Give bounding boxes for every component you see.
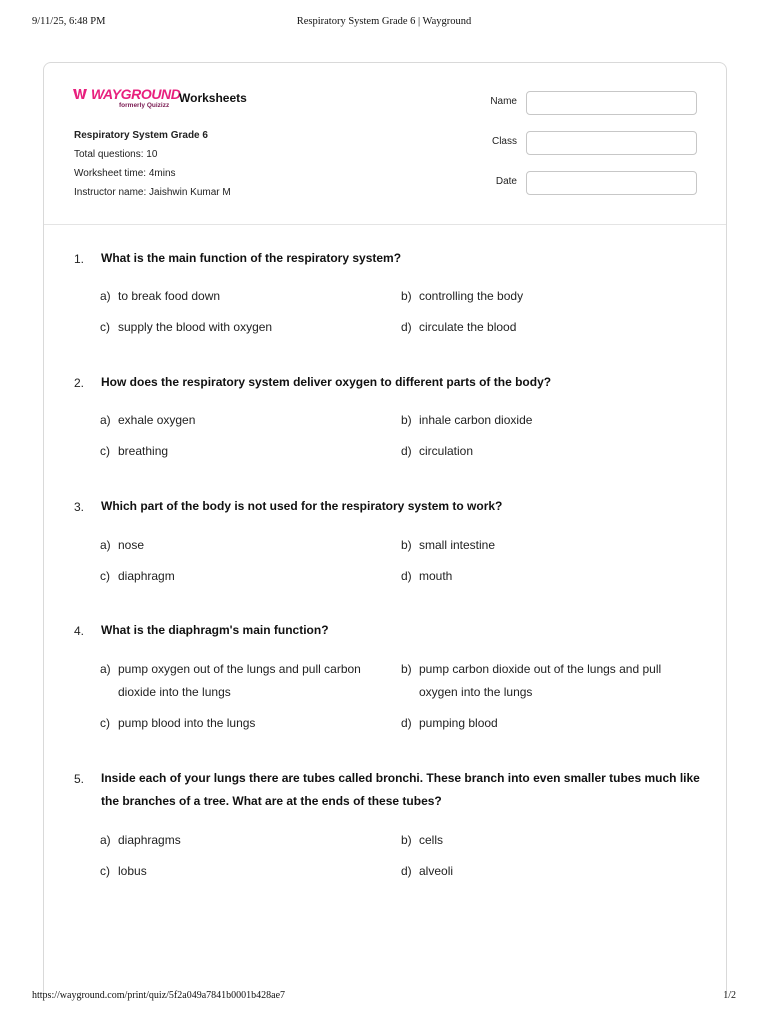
student-fields [464,91,697,211]
option-letter: b) [401,413,412,427]
option-a [100,285,390,308]
option-b [401,658,691,704]
option-text: diaphragm [118,569,175,583]
option-text: lobus [118,864,147,878]
option-letter: d) [401,716,412,730]
worksheet-card [43,62,727,994]
class-label: Class [491,136,517,147]
option-b [401,285,691,308]
option-letter: a) [100,662,111,676]
option-letter: a) [100,538,111,552]
option-letter: b) [401,538,412,552]
option-letter: d) [401,864,412,878]
option-a [100,658,390,704]
print-url: https://wayground.com/print/quiz/5f2a049a7841b0001b428ae7 [32,990,286,1001]
class-field-row [464,131,697,171]
wayground-logo [73,86,181,113]
date-field[interactable] [526,171,697,195]
option-letter: d) [401,320,412,334]
option-text: controlling the body [419,289,524,303]
option-text: pumping blood [419,716,498,730]
option-letter: d) [401,444,412,458]
option-c [100,440,390,463]
option-c [100,316,390,339]
option-text: inhale carbon dioxide [419,413,533,427]
option-d [401,316,691,339]
option-letter: b) [401,662,412,676]
print-document-title: Respiratory System Grade 6 | Wayground [296,16,472,27]
option-a [100,409,390,432]
option-text: cells [419,833,444,847]
option-a [100,534,390,557]
option-text: circulation [419,444,474,458]
option-d [401,440,691,463]
option-text: to break food down [118,289,221,303]
question-text: How does the respiratory system deliver oxygen to different parts of the body? [101,375,552,389]
section-label: Worksheets [179,91,247,105]
option-letter: c) [100,864,110,878]
option-d [401,712,691,735]
question-number: 4. [74,624,85,638]
question-text: What is the diaphragm's main function? [101,623,329,637]
option-letter: c) [100,320,110,334]
total-questions: Total questions: 10 [74,149,158,160]
worksheet-title: Respiratory System Grade 6 [74,130,208,141]
option-c [100,712,390,735]
option-b [401,534,691,557]
option-letter: c) [100,569,110,583]
option-letter: b) [401,289,412,303]
option-text: diaphragms [118,833,181,847]
option-text: pump oxygen out of the lungs and pull carbon dioxide into the lungs [118,662,361,699]
option-d [401,565,691,588]
date-field-row [464,171,697,211]
option-a [100,829,390,852]
option-d [401,860,691,883]
print-timestamp: 9/11/25, 6:48 PM [32,16,106,27]
wayground-mark-icon [73,88,90,100]
option-c [100,565,390,588]
question-text: Inside each of your lungs there are tubes called bronchi. These branch into even smaller tubes much like the branches of a tree. What are at the ends of these tubes? [101,771,700,808]
option-letter: c) [100,444,110,458]
name-field[interactable] [526,91,697,115]
print-header [32,16,736,32]
option-c [100,860,390,883]
name-label: Name [490,96,517,107]
option-text: circulate the blood [419,320,517,334]
page-number: 1/2 [723,990,736,1001]
option-text: small intestine [419,538,496,552]
option-text: mouth [419,569,453,583]
option-b [401,409,691,432]
option-letter: b) [401,833,412,847]
option-text: breathing [118,444,169,458]
option-letter: a) [100,413,111,427]
print-footer [32,990,736,1004]
option-text: pump blood into the lungs [118,716,256,730]
name-field-row [464,91,697,131]
question-text: Which part of the body is not used for the respiratory system to work? [101,499,503,513]
worksheet-meta [74,126,231,202]
question-number: 5. [74,772,85,786]
option-text: pump carbon dioxide out of the lungs and pull oxygen into the lungs [419,662,662,699]
question-number: 3. [74,500,85,514]
option-letter: c) [100,716,110,730]
date-label: Date [495,176,517,187]
question-number: 2. [74,376,85,390]
option-text: alveoli [419,864,454,878]
logo-subtext: formerly Quizizz [119,102,170,109]
option-text: exhale oxygen [118,413,196,427]
logo-wordmark: WAYGROUND [91,86,181,102]
instructor-name: Instructor name: Jaishwin Kumar M [74,187,231,198]
worksheet-header [44,63,726,225]
option-letter: d) [401,569,412,583]
question-number: 1. [74,252,85,266]
option-letter: a) [100,833,111,847]
question-text: What is the main function of the respiratory system? [101,251,402,265]
option-text: supply the blood with oxygen [118,320,273,334]
worksheet-time: Worksheet time: 4mins [74,168,176,179]
option-text: nose [118,538,145,552]
option-letter: a) [100,289,111,303]
class-field[interactable] [526,131,697,155]
option-b [401,829,691,852]
